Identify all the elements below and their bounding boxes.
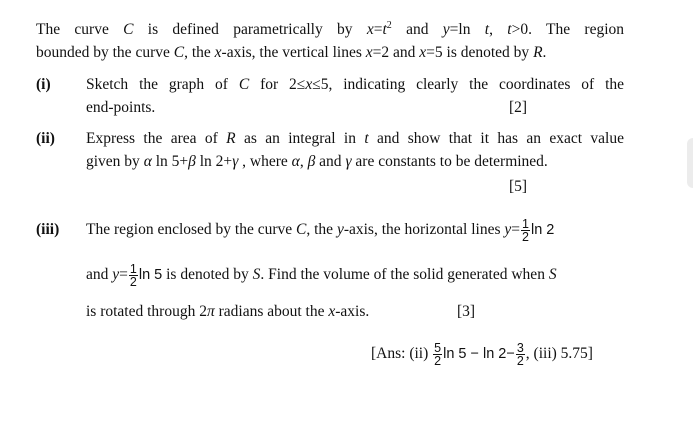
part-iii-line-1	[86, 212, 554, 248]
text: bounded by the curve	[36, 44, 174, 61]
text: Sketch the graph of	[86, 76, 239, 93]
part-i-label: (i)	[36, 76, 51, 93]
text: and	[389, 44, 420, 61]
text: ln 2	[530, 222, 555, 238]
part-iii-label: (iii)	[36, 221, 60, 238]
var-t: t	[507, 21, 512, 39]
var-S: S	[548, 266, 557, 283]
text: ln 5 − ln 2−	[443, 346, 515, 362]
text: =5	[426, 44, 443, 61]
text: , indicating clearly the coordinates of the	[328, 76, 625, 93]
var-pi: π	[206, 303, 215, 320]
var-R: R	[533, 44, 543, 61]
text: =	[511, 221, 521, 238]
text: and	[315, 153, 346, 170]
text: =	[119, 266, 128, 283]
text: and show that it has an exact value	[368, 130, 624, 147]
text: as an integral in	[235, 130, 365, 147]
text: is defined parametrically by	[133, 21, 367, 39]
var-beta: β	[307, 153, 316, 170]
text: The curve	[36, 21, 124, 39]
var-y: y	[336, 221, 344, 238]
var-C: C	[173, 44, 185, 61]
denominator: 2	[129, 274, 137, 289]
text: -axis.	[335, 303, 370, 320]
numerator: 1	[522, 216, 529, 231]
text: are constants to be determined.	[351, 153, 548, 170]
part-ii-label: (ii)	[36, 130, 55, 147]
var-x: x	[366, 21, 374, 39]
part-iii-line-3	[86, 302, 369, 322]
numerator: 3	[516, 340, 524, 355]
part-i-line-1	[86, 75, 624, 95]
text: The region enclosed by the curve	[86, 221, 297, 238]
text: ln 2+	[195, 153, 233, 170]
text: and	[391, 21, 443, 39]
text: =	[373, 21, 383, 39]
intro-line-1	[36, 16, 624, 40]
text: is rotated through	[86, 303, 200, 320]
text: 2	[199, 303, 207, 320]
part-ii-marks: [5]	[509, 178, 528, 195]
denominator: 2	[434, 353, 442, 368]
fraction-five-halves	[433, 342, 442, 367]
scroll-edge-shadow	[687, 138, 693, 188]
text: Express the area of	[86, 130, 227, 147]
var-C: C	[238, 76, 250, 93]
part-ii-line-2	[86, 152, 548, 172]
text: , (iii) 5.75]	[525, 345, 593, 362]
text: 2≤	[289, 76, 306, 93]
text: , the	[184, 44, 215, 61]
part-iii-line-2	[86, 257, 557, 293]
var-x: x	[305, 76, 313, 93]
part-i-line-2: end-points.	[86, 99, 156, 116]
var-gamma: γ	[232, 153, 239, 170]
var-x: x	[214, 44, 222, 61]
var-R: R	[226, 130, 236, 147]
text: =	[449, 21, 459, 39]
text: is denoted by	[162, 266, 253, 283]
part-ii-line-1	[86, 129, 624, 149]
text: radians about the	[214, 303, 329, 320]
var-t: t	[364, 130, 369, 147]
fraction-half	[129, 263, 138, 288]
text: -axis, the vertical lines	[221, 44, 366, 61]
var-C: C	[296, 221, 307, 238]
text: ln 5	[138, 267, 163, 283]
text: ,	[299, 153, 308, 170]
var-y: y	[112, 266, 120, 283]
var-C: C	[123, 21, 134, 39]
text: [Ans: (ii)	[371, 345, 433, 362]
text: given by	[86, 153, 144, 170]
text: is denoted by	[442, 44, 534, 61]
part-i-marks: [2]	[509, 99, 528, 116]
text: and	[86, 266, 113, 283]
part-iii-marks: [3]	[457, 303, 476, 320]
var-x: x	[328, 303, 336, 320]
text: for	[249, 76, 290, 93]
numerator: 5	[434, 340, 442, 355]
text: , the	[306, 221, 337, 238]
denominator: 2	[516, 353, 524, 368]
text: =2	[372, 44, 390, 61]
text: , where	[238, 153, 292, 170]
answer-line	[371, 336, 593, 372]
var-alpha: α	[291, 153, 300, 170]
var-x: x	[365, 44, 373, 61]
var-S: S	[252, 266, 261, 283]
text: -axis, the horizontal lines	[343, 221, 505, 238]
text: .	[542, 44, 547, 61]
text: ln 5+	[151, 153, 189, 170]
numerator: 1	[129, 261, 137, 276]
intro-line-2	[36, 43, 546, 63]
var-gamma: γ	[345, 153, 352, 170]
fraction-three-halves	[516, 342, 525, 367]
var-t: t	[484, 21, 490, 39]
text: . Find the volume of the solid generated when	[260, 266, 549, 283]
text: ln	[458, 21, 471, 39]
text: ,	[489, 21, 508, 39]
denominator: 2	[522, 229, 529, 244]
text: . The region	[528, 21, 625, 39]
var-y: y	[442, 21, 450, 39]
fraction-half	[521, 218, 530, 243]
text: >0	[511, 21, 529, 39]
exponent: 2	[386, 20, 392, 31]
var-beta: β	[188, 153, 196, 170]
var-t: t	[382, 21, 387, 39]
var-alpha: α	[143, 153, 152, 170]
var-y: y	[504, 221, 512, 238]
text: ≤5	[312, 76, 329, 93]
var-x: x	[419, 44, 427, 61]
